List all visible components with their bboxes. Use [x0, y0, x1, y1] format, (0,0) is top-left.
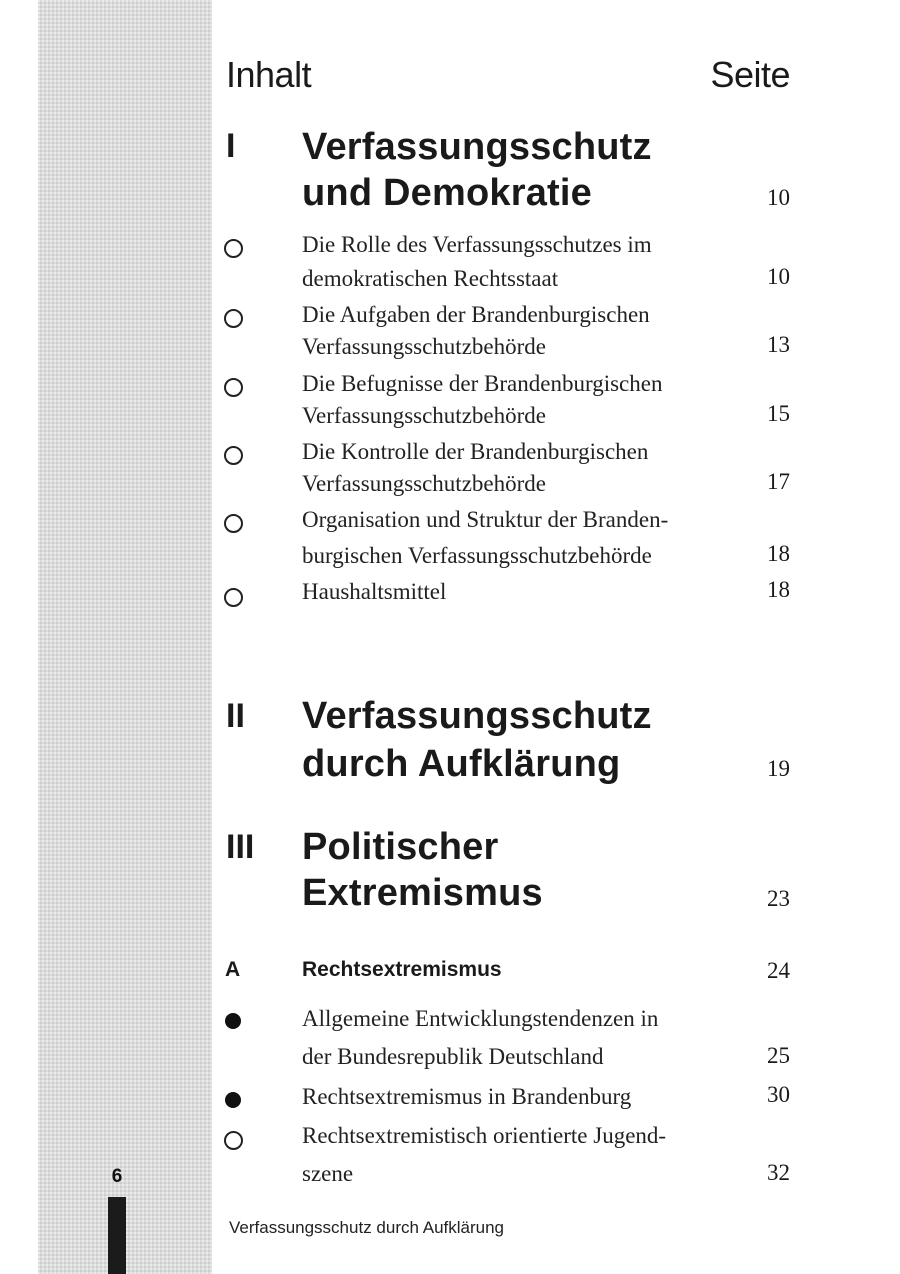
toc-item-line1: Haushaltsmittel	[302, 579, 447, 604]
section-page: 23	[767, 886, 790, 911]
toc-item-line1: Rechtsextremismus in Brandenburg	[302, 1084, 632, 1109]
filled-bullet-icon	[225, 1092, 241, 1108]
toc-item-line1: Die Aufgaben der Brandenburgischen	[302, 302, 650, 327]
section-number: II	[226, 697, 245, 735]
filled-bullet-icon	[225, 1013, 241, 1029]
toc-item-page: 18	[767, 541, 790, 566]
section-page: 10	[767, 185, 790, 210]
subsection-page: 24	[767, 958, 790, 983]
side-strip	[38, 0, 212, 1274]
toc-item-page: 10	[767, 264, 790, 289]
subsection-title: Rechtsextremismus	[302, 958, 502, 981]
toc-item-page: 30	[767, 1082, 790, 1107]
open-bullet-icon	[224, 378, 243, 397]
toc-item-line2: szene	[302, 1161, 354, 1186]
toc-item-line2: Verfassungsschutzbehörde	[302, 403, 546, 428]
section-title-line1: Politischer	[302, 826, 499, 868]
toc-item-line1: Die Befugnisse der Brandenburgischen	[302, 371, 663, 396]
open-bullet-icon	[224, 239, 243, 258]
toc-item-line2: Verfassungsschutzbehörde	[302, 334, 546, 359]
section-title-line2: durch Aufklärung	[302, 743, 621, 785]
toc-item-line2: Verfassungsschutzbehörde	[302, 471, 546, 496]
toc-item-page: 25	[767, 1043, 790, 1068]
contents-heading: Inhalt	[226, 54, 312, 95]
toc-item-line1: Organisation und Struktur der Branden-	[302, 507, 669, 532]
toc-item-line1: Die Rolle des Verfassungsschutzes im	[302, 232, 652, 257]
open-bullet-icon	[224, 1131, 243, 1150]
toc-item-page: 13	[767, 332, 790, 357]
page-number: 6	[111, 1166, 123, 1187]
section-title-line1: Verfassungsschutz	[302, 126, 652, 168]
section-title-line1: Verfassungsschutz	[302, 695, 652, 737]
toc-item-line1: Die Kontrolle der Brandenburgischen	[302, 439, 649, 464]
section-number: I	[226, 127, 236, 165]
toc-item-line2: burgischen Verfassungsschutzbehörde	[302, 543, 652, 568]
page-column-heading: Seite	[710, 54, 790, 95]
open-bullet-icon	[224, 588, 243, 607]
page-marker-bar	[108, 1197, 126, 1274]
section-number: III	[226, 828, 255, 866]
open-bullet-icon	[224, 446, 243, 465]
toc-item-page: 15	[767, 401, 790, 426]
open-bullet-icon	[224, 309, 243, 328]
toc-item-line2: der Bundesrepublik Deutschland	[302, 1044, 604, 1069]
toc-item-line2: demokratischen Rechtsstaat	[302, 266, 559, 291]
toc-item-page: 32	[767, 1160, 790, 1185]
toc-item-page: 18	[767, 577, 790, 602]
section-title-line2: und Demokratie	[302, 172, 592, 214]
toc-item-line1: Allgemeine Entwicklungstendenzen in	[302, 1006, 659, 1031]
section-page: 19	[767, 756, 790, 781]
toc-item-page: 17	[767, 469, 790, 494]
section-title-line2: Extremismus	[302, 872, 543, 914]
toc-item-line1: Rechtsextremistisch orientierte Jugend-	[302, 1123, 667, 1148]
footer-text: Verfassungsschutz durch Aufklärung	[229, 1218, 504, 1237]
subsection-letter: A	[225, 958, 241, 981]
open-bullet-icon	[224, 514, 243, 533]
